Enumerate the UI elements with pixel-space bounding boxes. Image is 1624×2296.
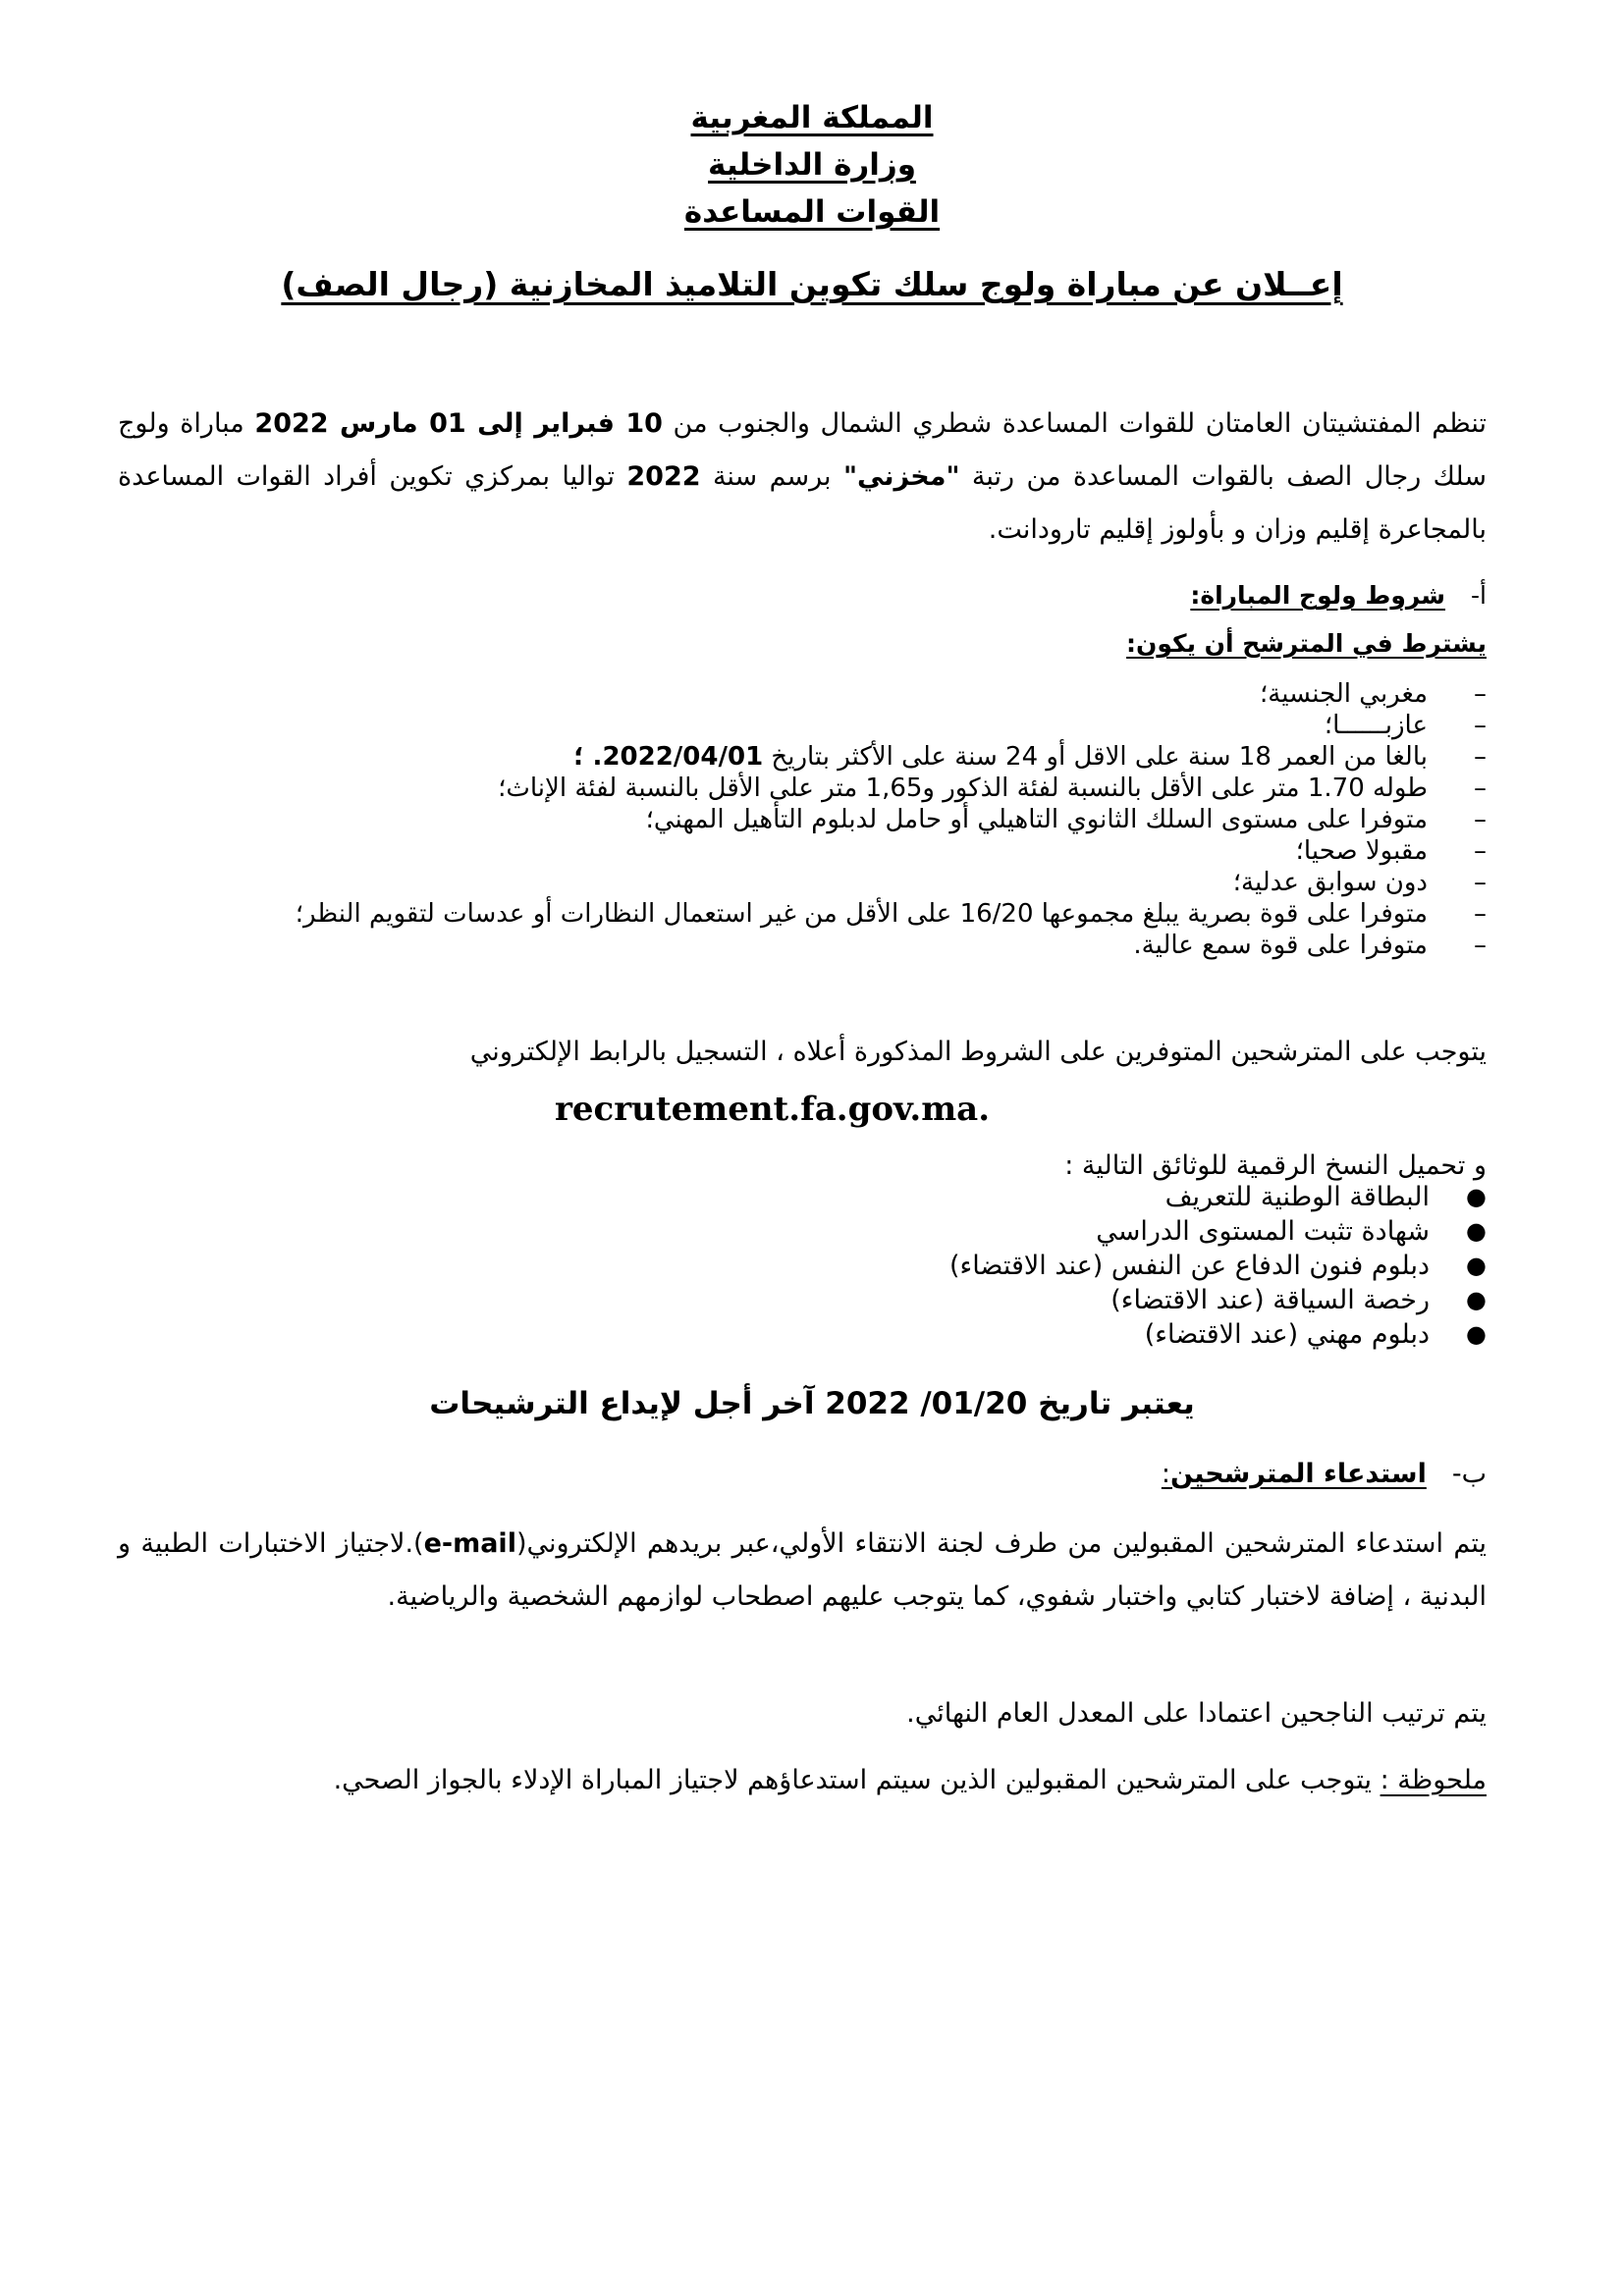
list-item: – متوفرا على قوة سمع عالية. — [1133, 931, 1487, 960]
documents-list — [505, 1180, 1487, 1352]
note-line — [334, 1759, 1487, 1802]
conditions-list — [92, 678, 1487, 961]
force-text: القوات المساعدة — [683, 194, 941, 230]
list-item: – متوفرا على قوة بصرية يبلغ مجموعها 16/20 على الأقل من غير استعمال النظارات أو عدسات لتقويم النظر؛ — [295, 899, 1487, 929]
list-item: ● رخصة السياقة (عند الاقتضاء) — [1110, 1285, 1487, 1315]
list-item: ● البطاقة الوطنية للتعريف — [1164, 1182, 1487, 1212]
note-label: ملحوظة : — [1380, 1765, 1487, 1795]
rank-name: "مخزني" — [842, 461, 960, 492]
list-item: – دون سوابق عدلية؛ — [1232, 868, 1487, 897]
registration-text: يتوجب على المترشحين المتوفرين على الشروط المذكورة أعلاه ، التسجيل بالرابط الإلكتروني — [469, 1037, 1487, 1067]
section-a-subheading: يشترط في المترشح أن يكون: — [1126, 629, 1487, 658]
section-a-mark: أ- — [1471, 581, 1487, 610]
list-item: – بالغا من العمر 18 سنة على الاقل أو 24 سنة على الأكثر بتاريخ 2022/04/01. ؛ — [573, 742, 1487, 772]
section-a-heading — [1190, 576, 1487, 615]
force-heading — [0, 192, 1624, 232]
competition-dates: 10 فبراير إلى 01 مارس 2022 — [254, 408, 663, 439]
note-text: يتوجب على المترشحين المقبولين الذين سيتم استدعاؤهم لاجتياز المباراة الإدلاء بالجواز الصحي. — [333, 1765, 1372, 1795]
intro-paragraph: تنظم المفتشيتان العامتان للقوات المساعدة شطري الشمال والجنوب من 10 فبراير إلى 01 مارس 2022 مباراة ولوج سلك رجال الصف بالقوات المساعدة من رتبة "مخزني" برسم سنة 2022 تواليا بمركزي تكوين أفراد القوات المساعدة بالمجاعرة إقليم وزان و بأولوز إقليم تارودانت. — [118, 408, 1487, 545]
list-item: – طوله 1.70 متر على الأقل بالنسبة لفئة الذكور و1,65 متر على الأقل بالنسبة لفئة الإناث؛ — [498, 774, 1487, 803]
registration-link[interactable]: recrutement.fa.gov.ma. — [555, 1090, 991, 1129]
ranking-text: يتم ترتيب الناجحين اعتمادا على المعدل العام النهائي. — [906, 1698, 1487, 1729]
list-item: – مغربي الجنسية؛ — [1259, 679, 1487, 709]
list-item: – متوفرا على مستوى السلك الثانوي التاهيلي أو حامل لدبلوم التأهيل المهني؛ — [645, 805, 1487, 834]
list-item: ● دبلوم فنون الدفاع عن النفس (عند الاقتضاء) — [948, 1251, 1487, 1281]
section-b-mark: ب- — [1451, 1459, 1487, 1489]
year-value: 2022 — [626, 461, 701, 492]
list-item: – عازبــــــا؛ — [1324, 711, 1487, 740]
kingdom-heading — [0, 98, 1624, 137]
upload-text: و تحميل النسخ الرقمية للوثائق التالية : — [1064, 1150, 1487, 1181]
email-term: e-mail — [423, 1528, 516, 1559]
ministry-heading — [0, 145, 1624, 185]
section-b-title: استدعاء المترشحين — [1169, 1459, 1427, 1489]
section-a-title: شروط ولوج المباراة: — [1190, 581, 1446, 610]
list-item: ● شهادة تثبت المستوى الدراسي — [1096, 1216, 1487, 1247]
convocation-paragraph: يتم استدعاء المترشحين المقبولين من طرف لجنة الانتقاء الأولي،عبر بريدهم الإلكتروني(e-mail).لاجتياز الاختبارات الطبية و البدنية ، إضافة لاختبار كتابي واختبار شفوي، كما يتوجب عليهم اصطحاب لوازمهم الشخصية والرياضية. — [118, 1528, 1487, 1612]
announcement-title — [0, 263, 1624, 306]
list-item: ● دبلوم مهني (عند الاقتضاء) — [1144, 1319, 1487, 1350]
announcement-title-text: إعــلان عن مباراة ولوج سلك تكوين التلاميذ المخازنية (رجال الصف) — [281, 265, 1343, 303]
section-b-heading: ب-استدعاء المترشحين: — [1161, 1459, 1487, 1489]
ministry-text: وزارة الداخلية — [708, 147, 916, 183]
list-item: – مقبولا صحيا؛ — [1295, 836, 1487, 866]
age-reference-date: 2022/04/01. ؛ — [573, 742, 764, 772]
deadline-statement: يعتبر تاريخ 01/20/ 2022 آخر أجل لإيداع الترشيحات — [429, 1386, 1195, 1421]
kingdom-text: المملكة المغربية — [690, 100, 934, 135]
